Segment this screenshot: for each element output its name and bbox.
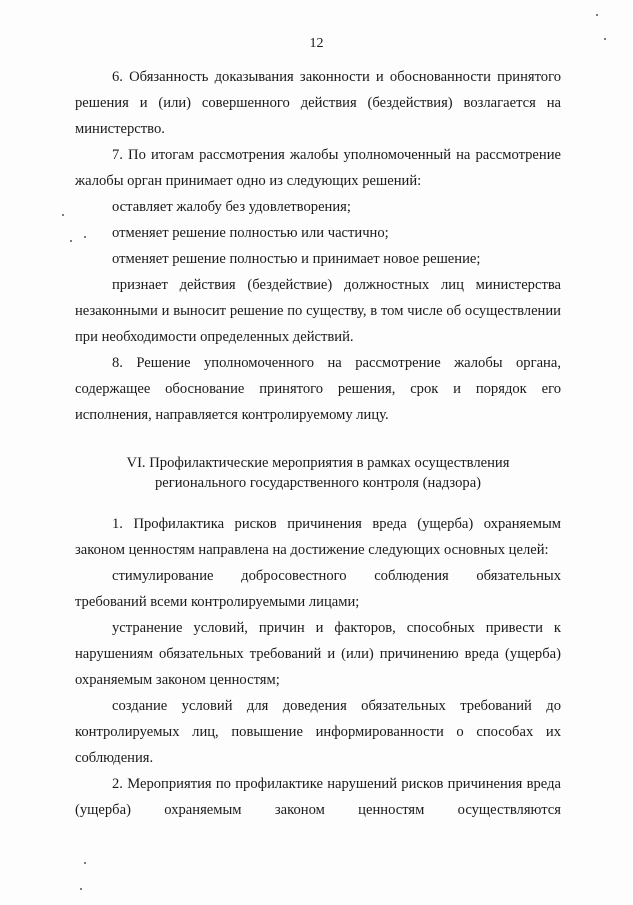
- paragraph-2: 2. Мероприятия по профилактике нарушений рисков причинения вреда (ущерба) охраняемым законом ценностям осуществляются: [75, 776, 561, 818]
- page-number: 12: [309, 36, 324, 51]
- scan-speck: [80, 888, 82, 890]
- scan-speck: [596, 14, 598, 16]
- scan-speck: [70, 240, 72, 242]
- list-item-decision-1: оставляет жалобу без удовлетворения;: [112, 199, 351, 215]
- list-item-decision-3: отменяет решение полностью и принимает новое решение;: [112, 251, 481, 267]
- scan-speck: [84, 236, 86, 238]
- scan-speck: [84, 862, 86, 864]
- document-body: [75, 64, 561, 823]
- paragraph-6: 6. Обязанность доказывания законности и обоснованности принятого решения и (или) совершенного действия (бездействия) возлагается на министерство.: [75, 69, 561, 137]
- list-item-goal-2: устранение условий, причин и факторов, способных привести к нарушениям обязательных требований и (или) причинению вреда (ущерба) охраняемым законом ценностям;: [75, 620, 561, 688]
- list-item-goal-3: создание условий для доведения обязательных требований до контролируемых лиц, повышение информированности о способах их соблюдения.: [75, 698, 561, 766]
- list-item-decision-4: признает действия (бездействие) должностных лиц министерства незаконными и выносит решение по существу, в том числе об осуществлении при необходимости определенных действий.: [75, 277, 561, 345]
- list-item-decision-2: отменяет решение полностью или частично;: [112, 225, 389, 241]
- section-heading-line-2: регионального государственного контроля (надзора): [154, 475, 482, 491]
- paragraph-8: 8. Решение уполномоченного на рассмотрение жалобы органа, содержащее обоснование принятого решения, срок и порядок его исполнения, направляется контролируемому лицу.: [75, 355, 561, 423]
- section-heading: [75, 453, 561, 493]
- scan-speck: [62, 214, 64, 216]
- paragraph-7: 7. По итогам рассмотрения жалобы уполномоченный на рассмотрение жалобы орган принимает одно из следующих решений:: [75, 147, 561, 189]
- list-item-goal-1: стимулирование добросовестного соблюдения обязательных требований всеми контролируемыми лицами;: [75, 568, 561, 610]
- section-heading-line-1: VI. Профилактические мероприятия в рамках осуществления: [126, 455, 510, 471]
- paragraph-1: 1. Профилактика рисков причинения вреда (ущерба) охраняемым законом ценностям направлена на достижение следующих основных целей:: [75, 516, 561, 558]
- scan-speck: [604, 38, 606, 40]
